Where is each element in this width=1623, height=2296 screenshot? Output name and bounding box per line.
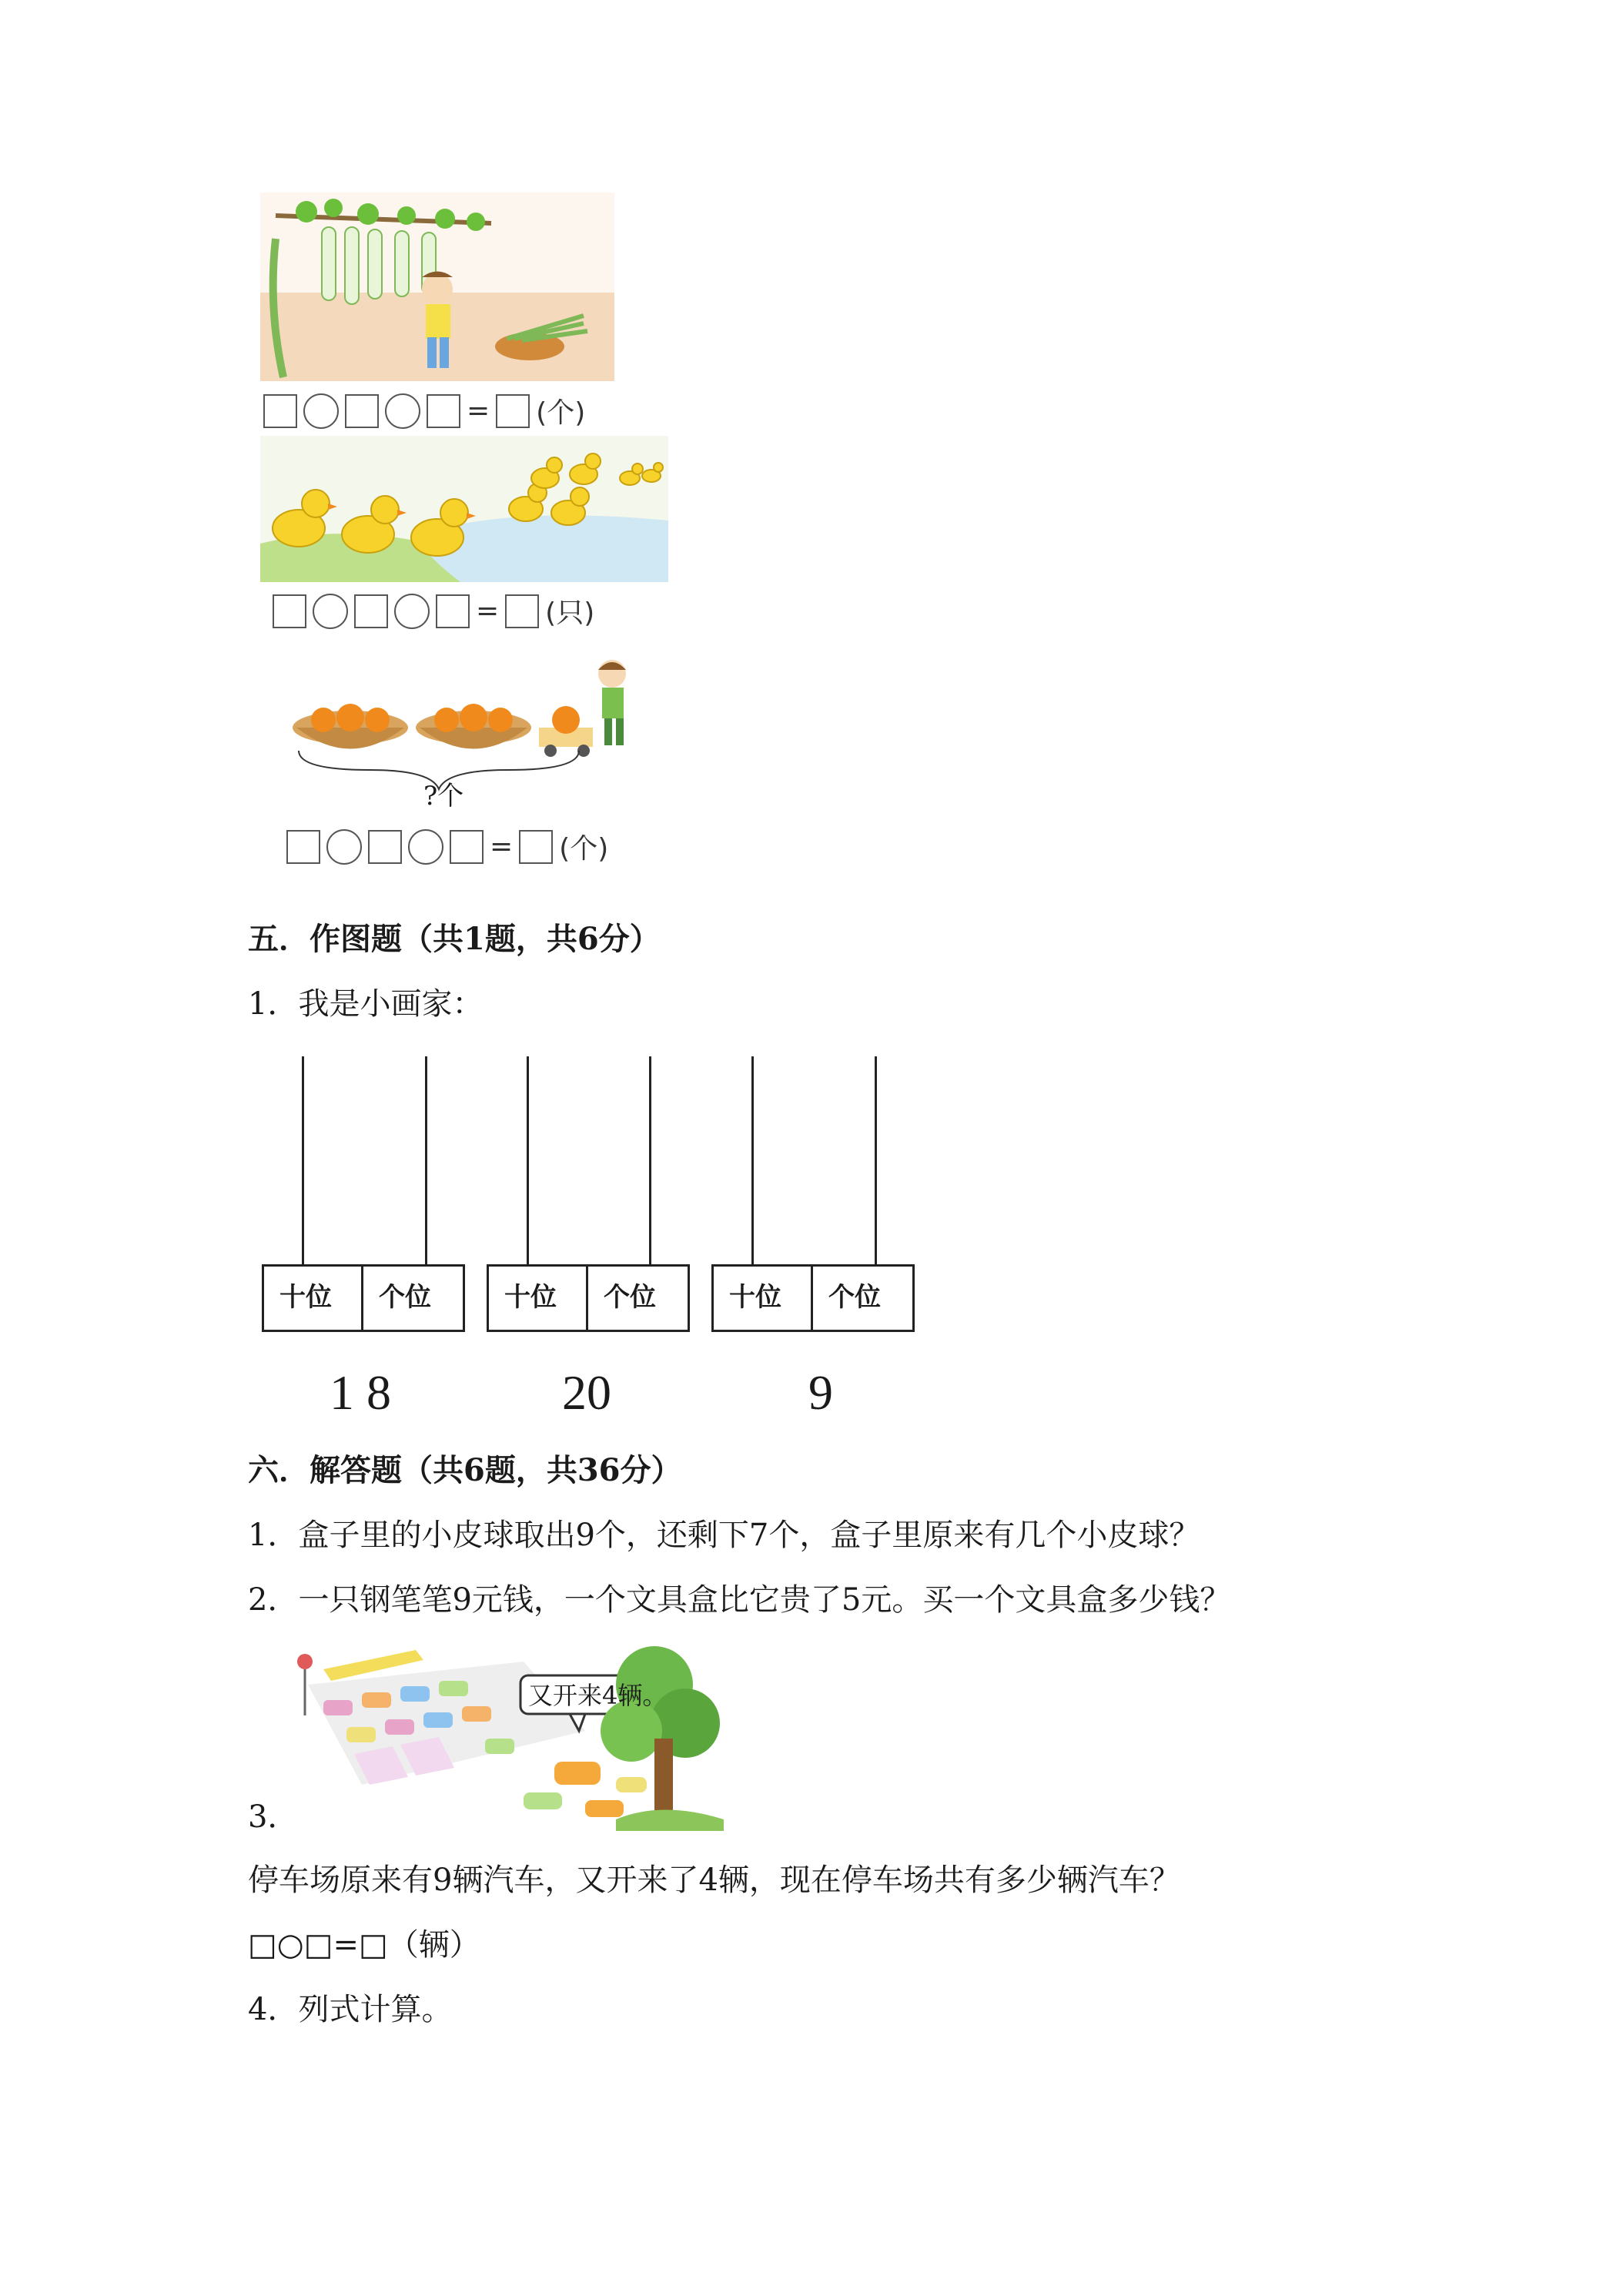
tens-rod <box>751 1056 754 1266</box>
tens-label: 十位 <box>489 1267 588 1330</box>
place-value-box <box>487 1264 690 1332</box>
unit-label: (个) <box>536 397 586 429</box>
speech-bubble-text: 又开来4辆。 <box>528 1681 668 1710</box>
question-5-1: 1．我是小画家： <box>248 986 484 1022</box>
brace-label: ?个 <box>423 781 464 812</box>
ones-rod <box>875 1056 877 1266</box>
equals-sign: = <box>476 595 500 627</box>
question-6-3-equation: □○□=□（辆） <box>248 1927 480 1963</box>
ones-label: 个位 <box>379 1282 431 1313</box>
tens-label: 十位 <box>714 1267 813 1330</box>
place-value-box <box>262 1264 465 1332</box>
number-label: 20 <box>562 1365 611 1420</box>
number-label: 9 <box>808 1365 833 1420</box>
unit-label: (个) <box>559 833 609 865</box>
ones-label: 个位 <box>604 1282 656 1313</box>
place-value-box <box>711 1264 915 1332</box>
question-6-2: 2．一只钢笔笔9元钱，一个文具盒比它贵了5元。买一个文具盒多少钱？ <box>248 1582 1231 1618</box>
parking-lot-illustration <box>293 1638 724 1831</box>
unit-label: (只) <box>545 597 595 629</box>
question-6-3-number: 3． <box>248 1799 299 1835</box>
ones-label: 个位 <box>828 1282 881 1313</box>
section-6-heading: 六．解答题（共6题，共36分） <box>248 1452 682 1488</box>
tens-label: 十位 <box>264 1267 363 1330</box>
question-6-3: 停车场原来有9辆汽车，又开来了4辆，现在停车场共有多少辆汽车？ <box>248 1863 1180 1898</box>
ones-rod <box>649 1056 651 1266</box>
question-6-4: 4．列式计算。 <box>248 1992 453 2027</box>
section-5-heading: 五．作图题（共1题，共6分） <box>248 921 661 957</box>
tens-rod <box>302 1056 304 1266</box>
ones-rod <box>425 1056 427 1266</box>
question-6-1: 1．盒子里的小皮球取出9个，还剩下7个，盒子里原来有几个小皮球？ <box>248 1518 1200 1553</box>
equals-sign: = <box>467 395 490 427</box>
number-label: 1 8 <box>330 1365 391 1420</box>
equals-sign: = <box>490 831 514 862</box>
tens-rod <box>527 1056 529 1266</box>
